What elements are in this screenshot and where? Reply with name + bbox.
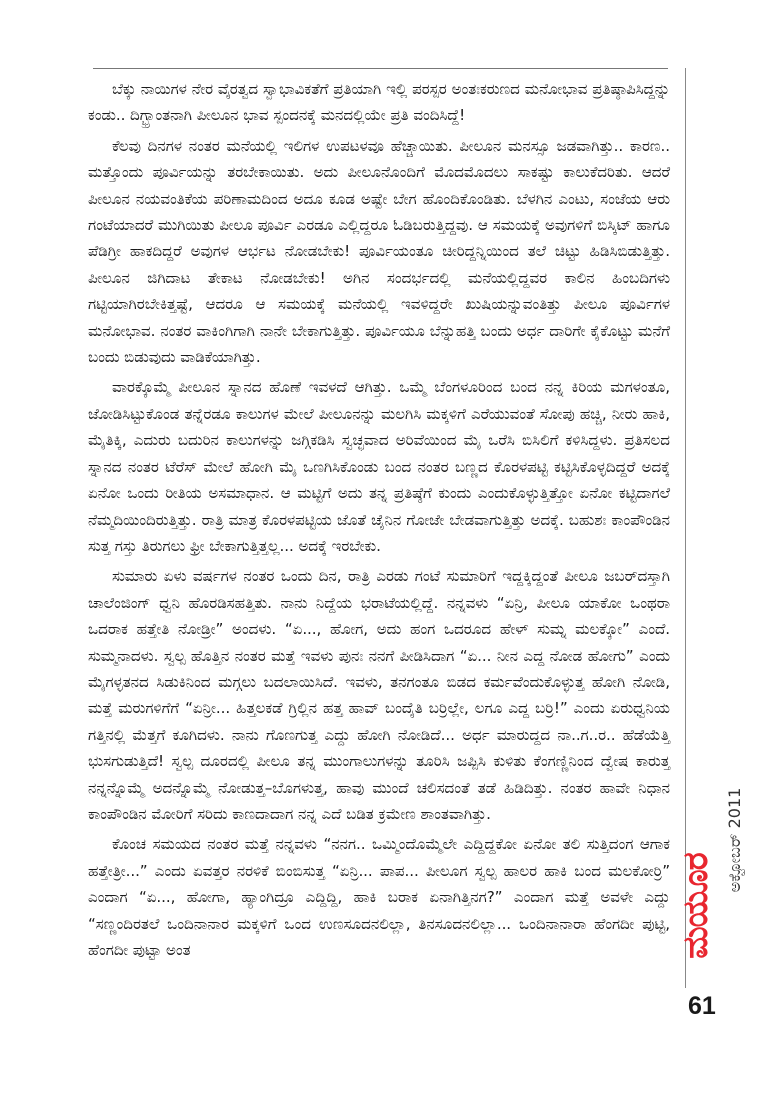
paragraph: ವಾರಕ್ಕೊಮ್ಮೆ ಪೀಲೂನ ಸ್ನಾನದ ಹೊಣೆ ಇವಳದೆ ಆಗಿತ್ತು. ಒಮ್ಮೆ ಬೆಂಗಳೂರಿಂದ ಬಂದ ನನ್ನ ಕಿರಿಯ ಮಗಳಂತೂ, ಜೋಡಿಸಿಟ್ಟುಕೊಂಡ ತನ್ನೆರಡೂ ಕಾಲುಗಳ ಮೇಲೆ ಪೀಲೂನನ್ನು ಮಲಗಿಸಿ ಮಕ್ಕಳಿಗೆ ಎರೆಯುವಂತೆ ಸೋಪು ಹಚ್ಚಿ, ನೀರು ಹಾಕಿ, ಮೈತಿಕ್ಕಿ, ಎದುರು ಬದುರಿನ ಕಾಲುಗಳನ್ನು ಜಗ್ಗಿಕಡಿಸಿ ಸ್ವಚ್ಛವಾದ ಅರಿವೆಯಿಂದ ಮೈ ಒರೆಸಿ ಬಿಸಿಲಿಗೆ ಕಳಿಸಿದ್ದಳು. ಪ್ರತಿಸಲದ ಸ್ನಾನದ ನಂತರ ಟೆರೆಸ್ ಮೇಲೆ ಹೋಗಿ ಮೈ ಒಣಗಿಸಿಕೊಂಡು ಬಂದ ನಂತರ ಬಣ್ಣದ ಕೊರಳಪಟ್ಟಿ ಕಟ್ಟಿಸಿಕೊಳ್ಳದಿದ್ದರೆ ಅದಕ್ಕೆ ಏನೋ ಒಂದು ರೀತಿಯ ಅಸಮಾಧಾನ. ಆ ಮಟ್ಟಿಗೆ ಅದು ತನ್ನ ಪ್ರತಿಷ್ಠೆಗೆ ಕುಂದು ಎಂದುಕೊಳ್ಳುತ್ತಿತ್ತೋ ಏನೋ ಕಟ್ಟಿದಾಗಲೆ ನೆಮ್ಮದಿಯಿಂದಿರುತ್ತಿತ್ತು. ರಾತ್ರಿ ಮಾತ್ರ ಕೊರಳಪಟ್ಟಿಯ ಜೊತೆ ಚೈನಿನ ಗೋಜೇ ಬೇಡವಾಗುತ್ತಿತ್ತು ಅದಕ್ಕೆ. ಬಹುಶಃ ಕಾಂಪೌಂಡಿನ ಸುತ್ತ ಗಸ್ತು ತಿರುಗಲು ಫ್ರೀ ಬೇಕಾಗುತ್ತಿತ್ತಲ್ಲ... ಅದಕ್ಕೆ ಇರಬೇಕು. <box>88 378 670 555</box>
issue-date-text: ಅಕ್ಟೋಬರ್ 2011 <box>725 787 744 893</box>
paragraph: ಕೆಲವು ದಿನಗಳ ನಂತರ ಮನೆಯಲ್ಲಿ ಇಲಿಗಳ ಉಪಟಳವೂ ಹೆಚ್ಚಾಯಿತು. ಪೀಲೂನ ಮನಸ್ಸೂ ಜಡವಾಗಿತ್ತು.. ಕಾರಣ.. ಮತ್ತೊಂದು ಪೂರ್ವಿಯನ್ನು ತರಬೇಕಾಯಿತು. ಅದು ಪೀಲೂನೊಂದಿಗೆ ಮೊದಮೊದಲು ಸಾಕಷ್ಟು ಕಾಲುಕೆದರಿತು. ಆದರೆ ಪೀಲೂನ ನಯವಂತಿಕೆಯ ಪರಿಣಾಮದಿಂದ ಅದೂ ಕೂಡ ಅಷ್ಟೇ ಬೇಗ ಹೊಂದಿಕೊಂಡಿತು. ಬೆಳಗಿನ ಎಂಟು, ಸಂಜೆಯ ಆರು ಗಂಟೆಯಾದರೆ ಮುಗಿಯಿತು ಪೀಲೂ ಪೂರ್ವಿ ಎರಡೂ ಎಲ್ಲಿದ್ದರೂ ಓಡಿಬರುತ್ತಿದ್ದವು. ಆ ಸಮಯಕ್ಕೆ ಅವುಗಳಿಗೆ ಬಿಸ್ಕಿಟ್ ಹಾಗೂ ಪೆಡಿಗ್ರೀ ಹಾಕದಿದ್ದರೆ ಅವುಗಳ ಆರ್ಭಟ ನೋಡಬೇಕು! ಪೂರ್ವಿಯಂತೂ ಚೀರಿದ್ದನ್ನಿಯಿಂದ ತಲೆ ಚಿಟ್ಟು ಹಿಡಿಸಿಬಿಡುತ್ತಿತ್ತು. ಪೀಲೂನ ಜಿಗಿದಾಟ ತೇಕಾಟ ನೋಡಬೇಕು! ಅಗಿನ ಸಂದರ್ಭದಲ್ಲಿ ಮನೆಯಲ್ಲಿದ್ದವರ ಕಾಲಿನ ಹಿಂಬದಿಗಳು ಗಟ್ಟಿಯಾಗಿರಬೇಕಿತ್ತಷ್ಟೆ, ಆದರೂ ಆ ಸಮಯಕ್ಕೆ ಮನೆಯಲ್ಲಿ ಇವಳಿದ್ದರೇ ಖುಷಿಯನ್ನುವಂತಿತ್ತು ಪೀಲೂ ಪೂರ್ವಿಗಳ ಮನೋಭಾವ. ನಂತರ ವಾಕಿಂಗಿಗಾಗಿ ನಾನೇ ಬೇಕಾಗುತ್ತಿತ್ತು. ಪೂರ್ವಿಯೂ ಬೆನ್ನುಹತ್ತಿ ಬಂದು ಅರ್ಧ ದಾರಿಗೇ ಕೈಕೊಟ್ಟು ಮನೆಗೆ ಬಂದು ಬಿಡುವುದು ವಾಡಿಕೆಯಾಗಿತ್ತು. <box>88 136 670 367</box>
page-number: 61 <box>688 992 716 1020</box>
magazine-logo <box>678 836 714 976</box>
issue-date <box>722 752 748 932</box>
magazine-title: ಮಯೂರ <box>676 853 716 959</box>
paragraph: ಕೊಂಚ ಸಮಯದ ನಂತರ ಮತ್ತೆ ನನ್ನವಳು “ನನಗ.. ಒಮ್ಮಿಂದೊಮ್ಮೆಲೇ ಎದ್ದಿದ್ದಕೋ ಏನೋ ತಲಿ ಸುತ್ತಿದಂಗ ಆಗಾಕ ಹತ್ತೇತ್ರೀ...” ಎಂದು ಏವತ್ತರ ನರಳಿಕೆ ಬಿಂಬಿಸುತ್ತ “ಏನ್ರಿ... ಪಾಪ... ಪೀಲೂಗ ಸ್ವಲ್ಪ ಹಾಲರ ಹಾಕಿ ಬಂದ ಮಲಕೋರ್ರಿ” ಎಂದಾಗ “ಏ..., ಹೋಗಾ, ಹ್ಯಾಂಗಿದ್ರೂ ಎದ್ದಿದ್ದಿ, ಹಾಕಿ ಬರಾಕ ಏನಾಗಿತ್ತಿನಗ?” ಎಂದಾಗ ಮತ್ತೆ ಅವಳೇ ಎದ್ದು “ಸಣ್ಣಂದಿರತಲೆ ಒಂದಿನಾನಾರ ಮಕ್ಕಳಿಗೆ ಒಂದ ಉಣಸೂದನಲಿಲ್ಲಾ, ತಿನಸೂದನಲಿಲ್ಲಾ... ಒಂದಿನಾನಾರಾ ಹೆಂಗದೀ ಪುಟ್ಟಿ, ಹೆಂಗದೀ ಪುಟ್ಟಾ ಅಂತ <box>88 835 670 959</box>
paragraph: ಬೆಕ್ಕು ನಾಯಿಗಳ ನೇರ ವೈರತ್ವದ ಸ್ವಾಭಾವಿಕತೆಗೆ ಪ್ರತಿಯಾಗಿ ಇಲ್ಲಿ ಪರಸ್ಪರ ಅಂತಃಕರುಣದ ಮನೋಭಾವ ಪ್ರತಿಷ್ಠಾಪಿಸಿದ್ದನ್ನು ಕಂಡು.. ದಿಗ್ಭ್ರಾಂತನಾಗಿ ಪೀಲೂನ ಭಾವ ಸ್ಪಂದನಕ್ಕೆ ಮನದಲ್ಲಿಯೇ ಪ್ರತಿ ವಂದಿಸಿದ್ದೆ! <box>88 80 670 125</box>
header-rule <box>93 68 668 69</box>
paragraph: ಸುಮಾರು ಏಳು ವರ್ಷಗಳ ನಂತರ ಒಂದು ದಿನ, ರಾತ್ರಿ ಎರಡು ಗಂಟೆ ಸುಮಾರಿಗೆ ಇದ್ದಕ್ಕಿದ್ದಂತೆ ಪೀಲೂ ಜಬರ್‌ದಸ್ತಾಗಿ ಚಾಲೆಂಜಿಂಗ್ ಧ್ವನಿ ಹೊರಡಿಸಹತ್ತಿತು. ನಾನು ನಿದ್ದೆಯ ಭರಾಟೆಯಲ್ಲಿದ್ದೆ. ನನ್ನವಳು “ಏನ್ರಿ, ಪೀಲೂ ಯಾಕೋ ಒಂಥರಾ ಒದರಾಕ ಹತ್ತೇತಿ ನೋಡ್ರೀ” ಅಂದಳು. “ಏ..., ಹೋಗ, ಅದು ಹಂಗ ಒದರೂದ ಹೇಳ್ ಸುಮ್ನ ಮಲಕ್ಕೋ” ಎಂದೆ. ಸುಮ್ಮನಾದಳು. ಸ್ವಲ್ಪ ಹೊತ್ತಿನ ನಂತರ ಮತ್ತೆ ಇವಳು ಪುನಃ ನನಗೆ ಪೀಡಿಸಿದಾಗ “ಏ... ನೀನ ಎದ್ದ ನೋಡ ಹೋಗು” ಎಂದು ಮೈಗಳ್ಳತನದ ಸಿಡುಕಿನಿಂದ ಮಗ್ಗಲು ಬದಲಾಯಿಸಿದೆ. ಇವಳು, ತನಗಂತೂ ಬಿಡದ ಕರ್ಮವೆಂದುಕೊಳ್ಳುತ್ತ ಹೋಗಿ ನೋಡಿ, ಮತ್ತೆ ಮರುಗಳಿಗೆಗೆ “ಏನ್ರೀ... ಹಿತ್ತಲಕಡೆ ಗ್ರಿಲ್ಲಿನ ಹತ್ತ ಹಾವ್ ಬಂದೈತಿ ಬರ್ರಿಲ್ಲೇ, ಲಗೂ ಎದ್ದ ಬರ್ರಿ!” ಎಂದು ಏರುಧ್ವನಿಯ ಗತ್ತಿನಲ್ಲಿ ಮೆತ್ತಗೆ ಕೂಗಿದಳು. ನಾನು ಗೊಣಗುತ್ತ ಎದ್ದು ಹೋಗಿ ನೋಡಿದೆ... ಅರ್ಧ ಮಾರುದ್ದದ ನಾ..ಗ..ರ.. ಹೆಡೆಯೆತ್ತಿ ಭುಸಗುಡುತ್ತಿದೆ! ಸ್ವಲ್ಪ ದೂರದಲ್ಲಿ ಪೀಲೂ ತನ್ನ ಮುಂಗಾಲುಗಳನ್ನು ತೂರಿಸಿ ಜಪ್ಪಿಸಿ ಕುಳಿತು ಕೆಂಗಣ್ಣಿನಿಂದ ದ್ವೇಷ ಕಾರುತ್ತ ನನ್ನನ್ನೊಮ್ಮೆ ಅದನ್ನೊಮ್ಮೆ ನೋಡುತ್ತ–ಬೊಗಳುತ್ತ, ಹಾವು ಮುಂದೆ ಚಲಿಸದಂತೆ ತಡೆ ಹಿಡಿದಿತ್ತು. ನಂತರ ಹಾವೇ ನಿಧಾನ ಕಾಂಪೌಂಡಿನ ಮೋರಿಗೆ ಸರಿದು ಕಾಣದಾದಾಗ ನನ್ನ ಎದೆ ಬಡಿತ ಕ್ರಮೇಣ ಶಾಂತವಾಗಿತ್ತು. <box>88 567 670 823</box>
article-body <box>88 76 670 967</box>
magazine-masthead <box>678 752 767 982</box>
